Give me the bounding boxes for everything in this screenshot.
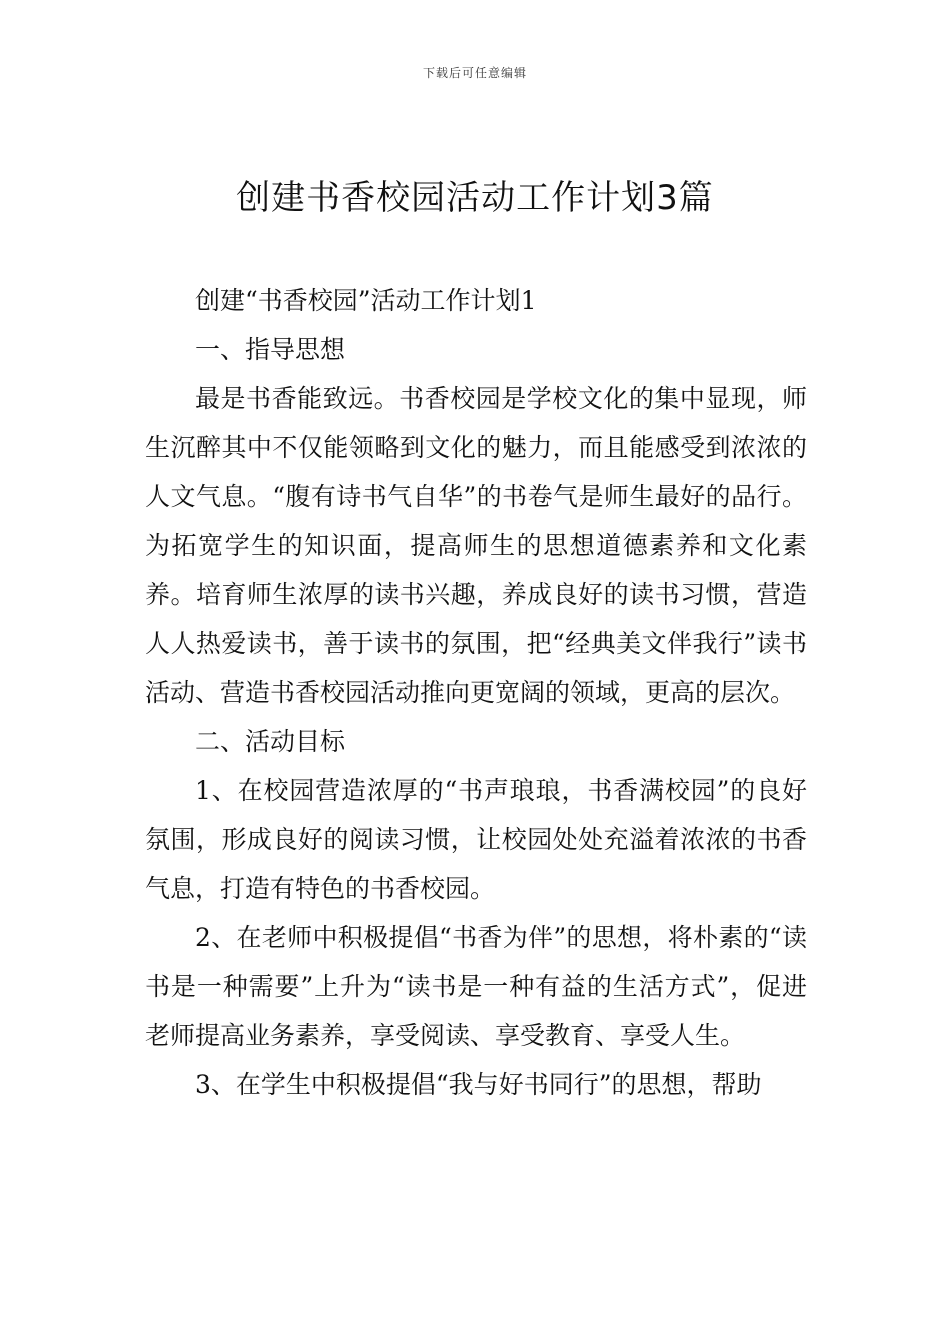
document-title: 创建书香校园活动工作计划3篇 xyxy=(236,178,714,218)
document-body xyxy=(145,276,807,1109)
paragraph-goal-1: 1、在校园营造浓厚的“书声琅琅，书香满校园”的良好氛围，形成良好的阅读习惯，让校园处处充溢着浓浓的书香气息，打造有特色的书香校园。 xyxy=(145,776,807,903)
header-note: 下载后可任意编辑 xyxy=(422,66,527,80)
paragraph-goal-3: 3、在学生中积极提倡“我与好书同行”的思想，帮助 xyxy=(195,1070,762,1099)
section-subtitle: 创建“书香校园”活动工作计划1 xyxy=(195,286,537,315)
heading-activity-goals: 二、活动目标 xyxy=(195,727,346,756)
heading-guiding-thought: 一、指导思想 xyxy=(195,335,346,364)
paragraph-goal-2: 2、在老师中积极提倡“书香为伴”的思想，将朴素的“读书是一种需要”上升为“读书是一种有益的生活方式”，促进老师提高业务素养，享受阅读、享受教育、享受人生。 xyxy=(145,923,807,1050)
paragraph-guiding-thought: 最是书香能致远。书香校园是学校文化的集中显现，师生沉醉其中不仅能领略到文化的魅力，而且能感受到浓浓的人文气息。“腹有诗书气自华”的书卷气是师生最好的品行。为拓宽学生的知识面，提高师生的思想道德素养和文化素养。培育师生浓厚的读书兴趣，养成良好的读书习惯，营造人人热爱读书，善于读书的氛围，把“经典美文伴我行”读书活动、营造书香校园活动推向更宽阔的领域，更高的层次。 xyxy=(145,384,807,707)
